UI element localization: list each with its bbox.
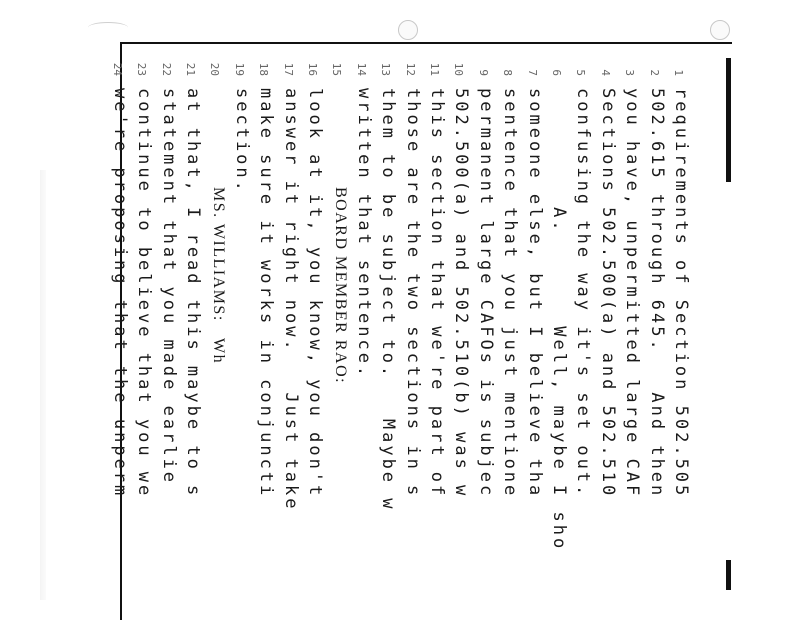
line-number: 1: [672, 69, 685, 76]
line-number: 14: [354, 62, 368, 76]
line-number: 8: [501, 69, 515, 76]
transcript-line: [473, 44, 497, 620]
transcript-line: [522, 44, 546, 620]
line-number: 24: [110, 62, 124, 76]
transcript-line: [278, 44, 302, 620]
transcript-line: [424, 44, 448, 620]
transcript-line: [595, 44, 619, 620]
rotated-transcript: [109, 44, 728, 620]
transcript-line: [619, 44, 643, 620]
line-number: 15: [330, 62, 344, 76]
transcript-line: [644, 44, 668, 620]
page-edge-mark: [726, 560, 731, 590]
line-text: look at it, you know, you don't: [305, 88, 325, 499]
line-text: this section that we're part of: [427, 88, 447, 499]
transcript-line: [302, 44, 326, 620]
line-text: section.: [231, 88, 252, 194]
line-number: 3: [623, 69, 637, 76]
line-number: 5: [574, 69, 588, 76]
line-text: those are the two sections in s: [402, 88, 423, 499]
transcript-line: [326, 44, 350, 620]
line-number: 12: [403, 62, 417, 76]
transcript-line: [204, 44, 228, 620]
binder-hole: [710, 20, 730, 40]
transcript-line: [180, 44, 204, 620]
line-text: someone else, but I believe tha: [524, 88, 545, 499]
scan-shadow: [40, 170, 46, 600]
transcript-line: [375, 44, 399, 620]
line-number: 22: [159, 62, 173, 76]
transcript-line: [253, 44, 277, 620]
transcript-line: [570, 44, 594, 620]
transcript-line: [229, 44, 253, 620]
line-number: 20: [208, 62, 222, 76]
page-edge-curve: [88, 22, 128, 33]
transcript-line: [351, 44, 375, 620]
line-text: make sure it works in conjuncti: [256, 88, 277, 499]
line-text: MS. WILLIAMS: Wh: [210, 88, 228, 365]
line-text: written that sentence.: [353, 88, 374, 380]
transcript-line: [448, 44, 472, 620]
transcript-line: [107, 44, 131, 620]
line-text: 502.500(a) and 502.510(b) was w: [451, 88, 472, 499]
line-text: 502.615 through 645. And then: [646, 88, 667, 499]
transcript-line: [400, 44, 424, 620]
line-text: BOARD MEMBER RAO:: [332, 88, 350, 385]
transcript-page: [109, 42, 732, 620]
line-number: 16: [306, 62, 319, 76]
line-text: you have, unpermitted large CAF: [622, 88, 643, 499]
line-number: 2: [647, 69, 661, 76]
line-number: 9: [476, 69, 490, 76]
binder-hole: [398, 20, 418, 40]
line-number: 21: [184, 62, 197, 76]
transcript-line: [668, 44, 692, 620]
line-text: permanent large CAFOs is subjec: [475, 88, 496, 499]
line-text: continue to believe that you we: [134, 88, 155, 499]
transcript-line: [546, 44, 570, 620]
line-number: 18: [257, 62, 271, 76]
line-number: 7: [525, 69, 539, 76]
line-text: them to be subject to. Maybe w: [378, 88, 399, 512]
line-text: sentence that you just mentione: [500, 88, 521, 499]
line-text: at that, I read this maybe to s: [183, 88, 203, 499]
line-number: 6: [550, 69, 563, 76]
line-number: 4: [598, 69, 612, 76]
line-text: A. Well, maybe I sho: [549, 88, 569, 552]
page-edge-mark: [726, 58, 731, 182]
line-number: 11: [428, 62, 441, 76]
line-number: 10: [452, 62, 466, 76]
line-text: confusing the way it's set out.: [573, 88, 594, 499]
line-text: we're proposing that the unperm: [109, 88, 130, 499]
line-text: Sections 502.500(a) and 502.510: [597, 88, 618, 499]
line-text: requirements of Section 502.505: [671, 88, 691, 499]
line-number: 13: [379, 62, 393, 76]
line-text: answer it right now. Just take: [280, 88, 301, 512]
transcript-line: [131, 44, 155, 620]
line-number: 17: [281, 62, 295, 76]
line-text: statement that you made earlie: [158, 88, 179, 486]
transcript-line: [497, 44, 521, 620]
line-number: 19: [232, 62, 246, 76]
transcript-line: [156, 44, 180, 620]
line-number: 23: [135, 62, 149, 76]
